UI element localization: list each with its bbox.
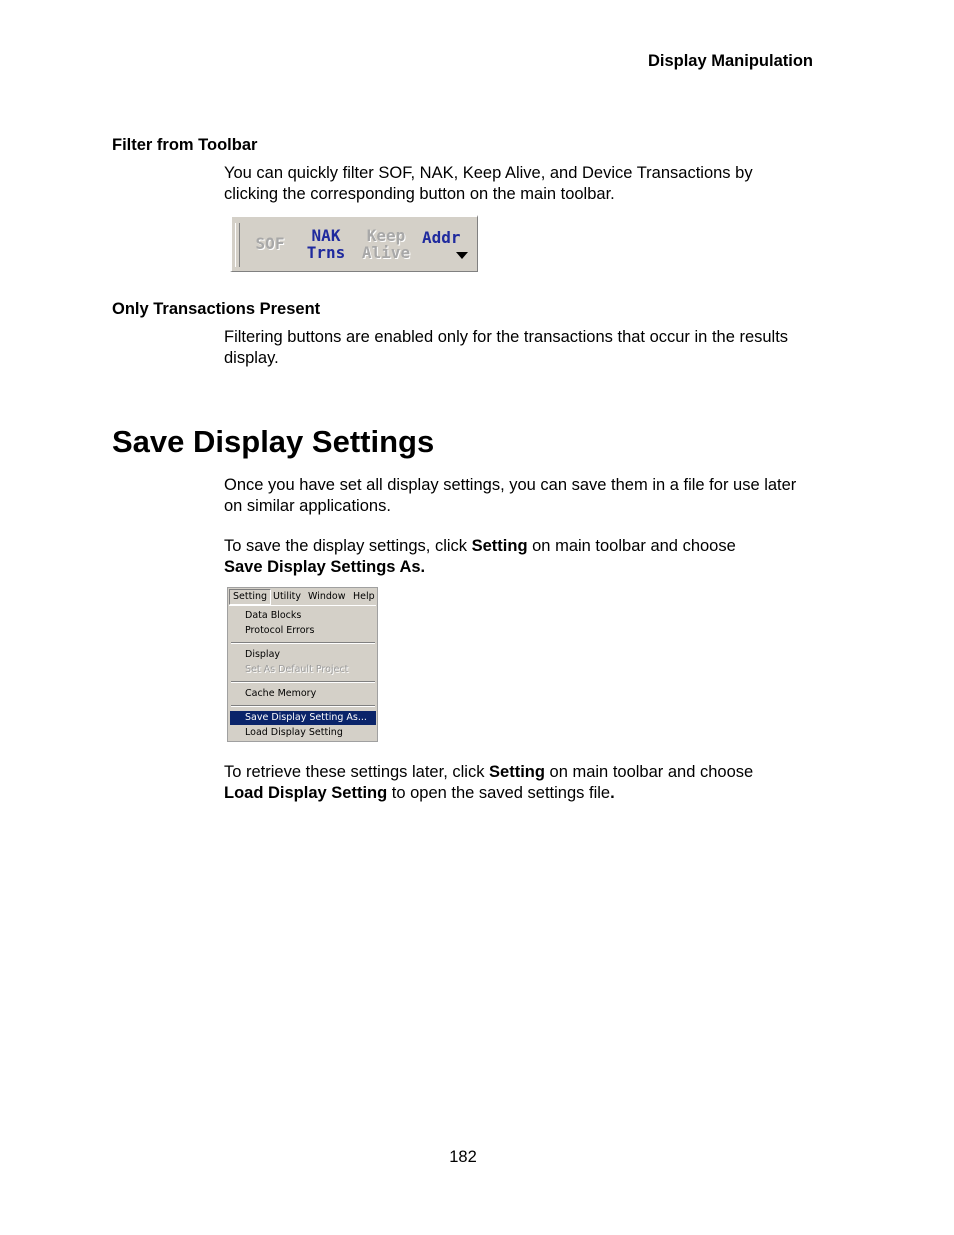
text-line: Filtering buttons are enabled only for the transactions that occur in the results — [224, 328, 789, 346]
menu-separator — [231, 681, 375, 683]
button-label: Trns — [306, 243, 346, 262]
button-label: Alive — [361, 243, 411, 262]
text-line — [224, 536, 824, 557]
filter-toolbar-paragraph — [224, 163, 824, 205]
sof-filter-button[interactable] — [248, 227, 292, 265]
menu-item-set-as-default-project: Set As Default Project — [245, 664, 349, 675]
menu-bar — [228, 588, 377, 606]
nak-trns-filter-button[interactable] — [304, 227, 348, 265]
menu-name-setting: Setting — [471, 537, 528, 555]
page-number: 182 — [449, 1148, 477, 1166]
heading-only-transactions-present: Only Transactions Present — [112, 300, 321, 318]
text-run: on main toolbar and choose — [527, 537, 736, 555]
text-run: . — [610, 784, 615, 802]
button-label: Keep — [366, 226, 406, 245]
text-line: Once you have set all display settings, you can save them in a file for use later — [224, 476, 797, 494]
button-label: Addr — [422, 228, 461, 247]
text-line: display. — [224, 349, 279, 367]
filter-toolbar-image — [230, 215, 478, 272]
text-line: clicking the corresponding button on the main toolbar. — [224, 185, 615, 203]
text-run: on main toolbar and choose — [544, 763, 754, 781]
text-line — [224, 783, 824, 804]
menu-command-load: Load Display Setting — [224, 784, 388, 802]
addr-filter-button[interactable] — [422, 227, 470, 265]
text-run: To retrieve these settings later, click — [224, 763, 490, 781]
toolbar-grip — [235, 223, 240, 267]
menu-item-data-blocks[interactable]: Data Blocks — [245, 610, 302, 621]
menu-window[interactable]: Window — [308, 591, 346, 602]
button-label: SOF — [255, 234, 285, 253]
menu-utility[interactable]: Utility — [273, 591, 301, 602]
menu-item-protocol-errors[interactable]: Protocol Errors — [245, 625, 315, 636]
menu-item-save-display-setting-as[interactable]: Save Display Setting As... — [230, 711, 376, 725]
setting-menu-image — [227, 587, 378, 742]
only-transactions-paragraph — [224, 327, 824, 369]
running-header: Display Manipulation — [647, 52, 813, 70]
heading-save-display-settings: Save Display Settings — [112, 424, 435, 459]
menu-command-save: Save Display Settings As. — [224, 558, 426, 576]
button-label: NAK — [311, 226, 341, 245]
save-intro-paragraph — [224, 475, 824, 517]
menu-separator — [231, 705, 375, 707]
keep-alive-filter-button[interactable] — [360, 227, 412, 265]
dropdown-arrow-icon — [456, 252, 468, 259]
save-instructions-paragraph — [224, 536, 824, 578]
load-instructions-paragraph — [224, 762, 824, 804]
menu-item-load-display-setting[interactable]: Load Display Setting — [245, 727, 343, 738]
menu-name-setting: Setting — [489, 763, 545, 781]
setting-dropdown — [229, 605, 376, 741]
text-line: You can quickly filter SOF, NAK, Keep Alive, and Device Transactions by — [224, 164, 753, 182]
menu-item-display[interactable]: Display — [245, 649, 281, 660]
text-line — [224, 762, 824, 783]
text-run: to open the saved settings file — [387, 784, 611, 802]
menu-help[interactable]: Help — [353, 591, 375, 602]
heading-filter-from-toolbar: Filter from Toolbar — [112, 136, 258, 154]
text-line: on similar applications. — [224, 497, 391, 515]
menu-item-cache-memory[interactable]: Cache Memory — [245, 688, 317, 699]
text-line — [224, 557, 824, 578]
text-run: To save the display settings, click — [224, 537, 472, 555]
menu-separator — [231, 642, 375, 644]
menu-setting[interactable]: Setting — [229, 589, 271, 605]
